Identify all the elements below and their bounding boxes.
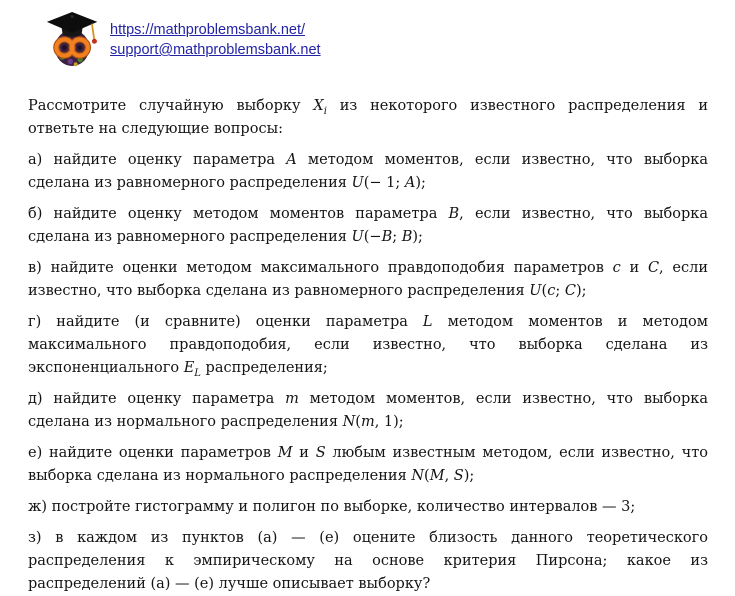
- problem-item-z: з) в каждом из пунктов (а) — (е) оцените близость данного теоретического распределения к эмпирическому на основе критерия Пирсона; какое из распределений (а) — (е) лучше описывает выборку?: [28, 530, 708, 592]
- support-email-link[interactable]: support@mathproblemsbank.net: [110, 42, 321, 58]
- owl-graduate-logo-icon: [46, 10, 100, 68]
- problem-item-d: д) найдите оценку параметра m методом моментов, если известно, что выборка сделана из нормального распределения N(m, 1);: [28, 391, 708, 430]
- problem-item-v: в) найдите оценки методом максимального правдоподобия параметров c и C, если известно, что выборка сделана из равномерного распределения U(c; C);: [28, 260, 708, 299]
- problem-item-b: б) найдите оценку методом моментов параметра B, если известно, что выборка сделана из равномерного распределения U(−B; B);: [28, 206, 708, 245]
- problem-statement: [28, 95, 708, 596]
- header-links: [110, 10, 321, 60]
- problem-item-a: а) найдите оценку параметра A методом моментов, если известно, что выборка сделана из равномерного распределения U(− 1; A);: [28, 152, 708, 191]
- problem-item-zh: ж) постройте гистограмму и полигон по выборке, количество интервалов — 3;: [28, 499, 636, 515]
- problem-intro: Рассмотрите случайную выборку $X_i$ из некоторого известного распределения и ответьте на следующие вопросы:: [28, 98, 708, 137]
- problem-item-e: е) найдите оценки параметров M и S любым известным методом, если известно, что выборка сделана из нормального распределения N(M, S);: [28, 445, 708, 484]
- problem-item-g: г) найдите (и сравните) оценки параметра L методом моментов и методом максимального правдоподобия, если известно, что выборка сделана из экспоненциального $E_L$ распределения;: [28, 314, 708, 379]
- site-header: [46, 10, 708, 68]
- site-url-link[interactable]: https://mathproblemsbank.net/: [110, 22, 306, 38]
